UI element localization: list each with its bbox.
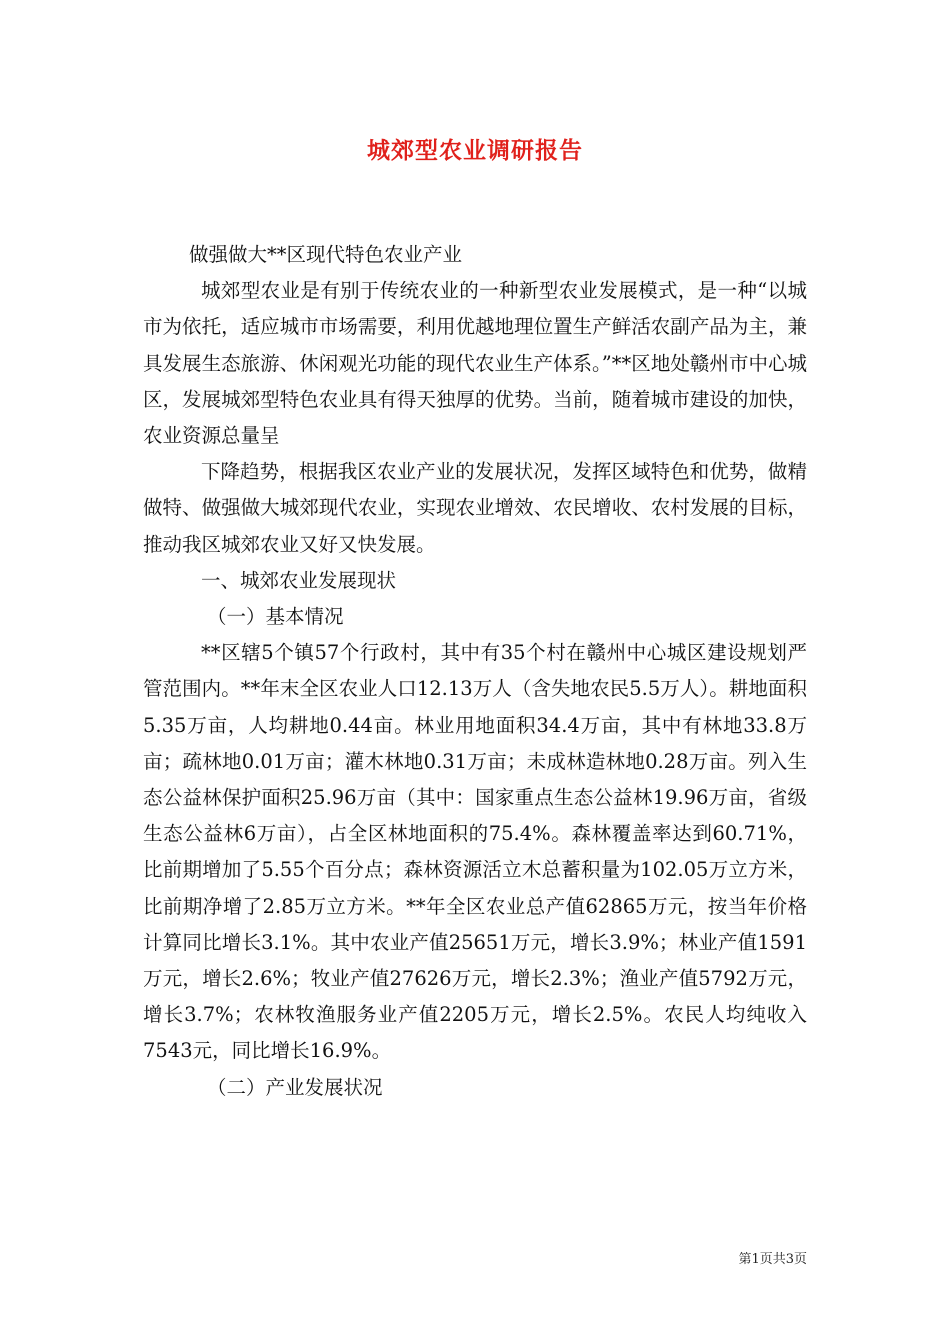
section-heading: 一、城郊农业发展现状 (201, 568, 397, 592)
document-body (143, 237, 807, 1106)
paragraph-intro: 城郊型农业是有别于传统农业的一种新型农业发展模式，是一种“以城市为依托，适应城市市场需要，利用优越地理位置生产鲜活农副产品为主，兼具发展生态旅游、休闲观光功能的现代农业生产体系。”**区地处赣州市中心城区，发展城郊型特色农业具有得天独厚的优势。当前，随着城市建设的加快，农业资源总量呈 (143, 279, 807, 448)
document-title: 城郊型农业调研报告 (367, 137, 583, 164)
document-subtitle: 做强做大**区现代特色农业产业 (189, 243, 463, 266)
subsection-heading-industry: （二）产业发展状况 (207, 1075, 383, 1099)
paragraph-goal: 下降趋势，根据我区农业产业的发展状况，发挥区域特色和优势，做精做特、做强做大城郊现代农业，实现农业增效、农民增收、农村发展的目标，推动我区城郊农业又好又快发展。 (143, 460, 807, 556)
paragraph-basic-info: **区辖5个镇57个行政村，其中有35个村在赣州中心城区建设规划严管范围内。**年末全区农业人口12.13万人（含失地农民5.5万人）。耕地面积5.35万亩，人均耕地0.44亩。林业用地面积34.4万亩，其中有林地33.8万亩；疏林地0.01万亩；灌木林地0.31万亩；未成林造林地0.28万亩。列入生态公益林保护面积25.96万亩（其中：国家重点生态公益林19.96万亩，省级生态公益林6万亩），占全区林地面积的75.4%。森林覆盖率达到60.71%，比前期增加了5.55个百分点；森林资源活立木总蓄积量为102.05万立方米，比前期净增了2.85万立方米。**年全区农业总产值62865万元，按当年价格计算同比增长3.1%。其中农业产值25651万元，增长3.9%；林业产值1591万元，增长2.6%；牧业产值27626万元，增长2.3%；渔业产值5792万元，增长3.7%；农林牧渔服务业产值2205万元，增长2.5%。农民人均纯收入7543元，同比增长16.9%。 (143, 641, 807, 1063)
subsection-heading-basic: （一）基本情况 (207, 605, 344, 629)
page-number: 第1页共3页 (738, 1252, 807, 1267)
